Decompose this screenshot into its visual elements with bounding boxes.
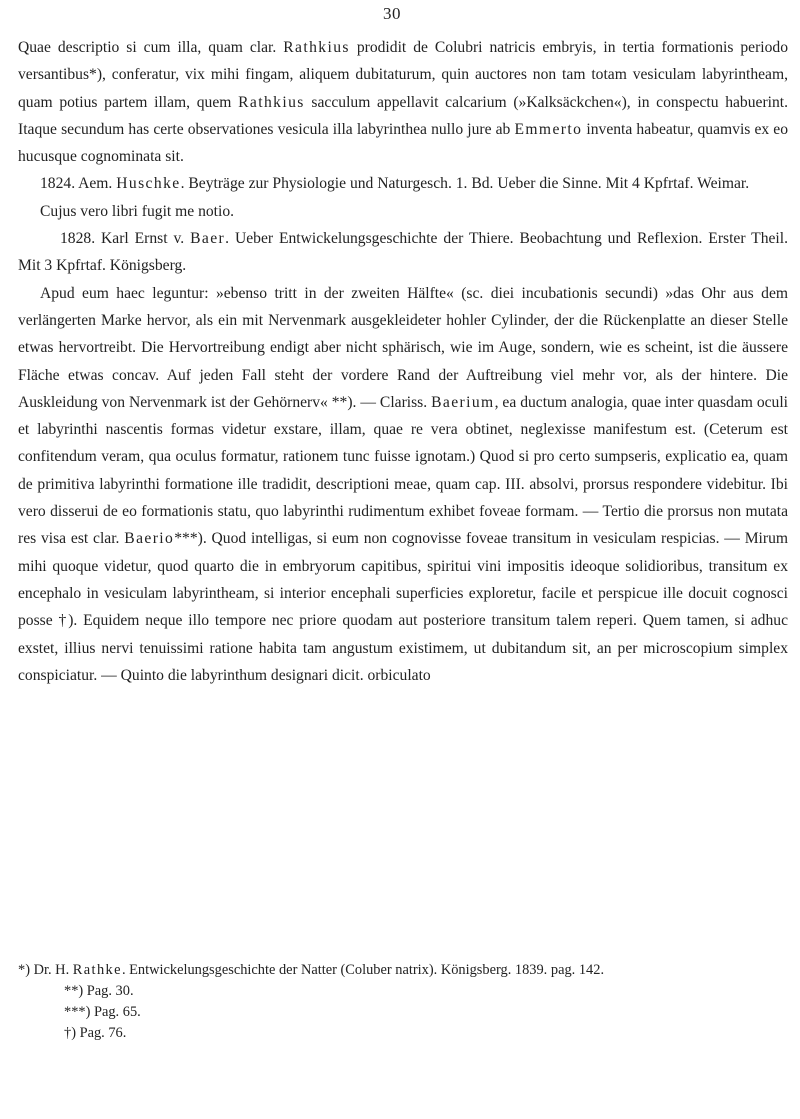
text-segment: . Entwickelungsgeschichte der Natter (Coluber natrix). Königsberg. 1839. pag. 142.: [121, 962, 605, 978]
spaced-name: Baerio: [124, 530, 175, 548]
spaced-name: Huschke: [116, 175, 181, 193]
text-segment: Cujus vero libri fugit me notio.: [40, 202, 235, 220]
text-segment: inventa habeatur, quamvis ex eo hucusque cognominata sit.: [18, 120, 789, 166]
spaced-name: Rathke: [72, 962, 122, 978]
text-segment: 1828. Karl Ernst v.: [60, 230, 191, 248]
spaced-name: Rathkius: [238, 93, 305, 111]
text-segment: Quae descriptio si cum illa, quam clar.: [18, 39, 284, 56]
footnote: [18, 1002, 788, 1023]
paragraph: [18, 198, 788, 225]
text-segment: . Ueber Entwickelungsgeschichte der Thiere. Beobachtung und Reflexion. Erster Theil. Mit 3 Kpfrtaf. Königsberg.: [18, 230, 788, 275]
text-segment: †) Pag. 76.: [64, 1025, 127, 1041]
footnote: [18, 981, 788, 1002]
spaced-name: Baerium: [431, 393, 495, 411]
spaced-name: Rathkius: [283, 39, 350, 56]
spaced-name: Emmerto: [514, 120, 583, 138]
text-segment: Apud eum haec leguntur: »ebenso tritt in der zweiten Hälfte« (sc. diei incubationis secundi) »das Ohr aus dem verlängerten Marke hervor, als ein mit Nervenmark ausgekleideter hohler Cylinder, der die Rückenplatte an dieser Stelle etwas hervortreibt. Die Hervortreibung endigt aber nicht sphärisch, wie im Auge, sondern, wie es scheint, ist die äussere Fläche etwas concav. Auf jeden Fall steht der vordere Rand der Auftreibung viel mehr vor, als der hintere. Die Auskleidung von Nervenmark ist der Gehörnerv« **). — Clariss.: [18, 284, 788, 411]
text-segment: sacculum appellavit calcarium (»Kalksäckchen«), in conspectu habuerint. Itaque secundum has certe observationes vesicula illa labyrinthea nullo jure ab: [18, 93, 788, 138]
paragraph: [18, 170, 788, 197]
paragraph: [18, 280, 788, 689]
footnote: [18, 960, 788, 981]
text-segment: , ea ductum analogia, quae inter quasdam oculi et labyrinthi nascentis formas videtur exstare, illam, quae re vera obtinet, neglexisse manifestum est. (Ceterum est confitendum veram, qua oculus formatur, rationem tunc fuisse ignotam.) Quod si pro certo sumpseris, explicatio ea, quam de primitiva labyrinthi formatione ille tradidit, descriptioni meae, quam cap. III. absolvi, prorsus respondere videbitur. Ibi vero disserui de eo formationis statu, quo labyrinthi rudimentum exhibet foveae formam. — Tertio die prorsus non mutata res visa est clar.: [18, 393, 788, 548]
text-segment: prodidit de Colubri natricis embryis, in tertia formationis periodo versantibus*), conferatur, vix mihi fingam, aliquem dubitaturum, quin auctores non tam totam vesiculam labyrintheam, quam potius partem illam, quem: [18, 39, 788, 111]
page-number: 30: [383, 4, 401, 23]
text-segment: **) Pag. 30.: [64, 983, 134, 999]
footnote: [18, 1023, 788, 1044]
text-segment: 1824. Aem.: [40, 175, 117, 193]
text-segment: ***) Pag. 65.: [64, 1004, 141, 1020]
text-segment: ***). Quod intelligas, si eum non cognovisse foveae transitum in vesiculam respicias. — Mirum mihi quoque videtur, quod quarto die in embryorum capitibus, spiritui vini impositis ideoque solidioribus, transitum ex encephalo in vesiculam labyrintheam, si interior encephali superficies exploretur, facile et perspicue ille docuit cognosci posse †). Equidem neque illo tempore nec priore quodam aut posteriore transitum talem reperi. Quem tamen, si adhuc exstet, illius nervi tenuissimi ratione habita tam angustum existimem, ut dubitandum sit, an per microscopium simplex conspiciatur. — Quinto die labyrinthum designari dicit. orbiculato: [18, 530, 789, 684]
paragraph: [18, 34, 788, 170]
text-segment: *) Dr. H.: [18, 962, 73, 978]
text-segment: . Beyträge zur Physiologie und Naturgesch. 1. Bd. Ueber die Sinne. Mit 4 Kpfrtaf. Weimar.: [180, 175, 750, 193]
paragraph: [18, 225, 788, 280]
footnotes: [18, 960, 788, 1044]
spaced-name: Baer: [190, 230, 226, 248]
body-text: [18, 34, 788, 689]
